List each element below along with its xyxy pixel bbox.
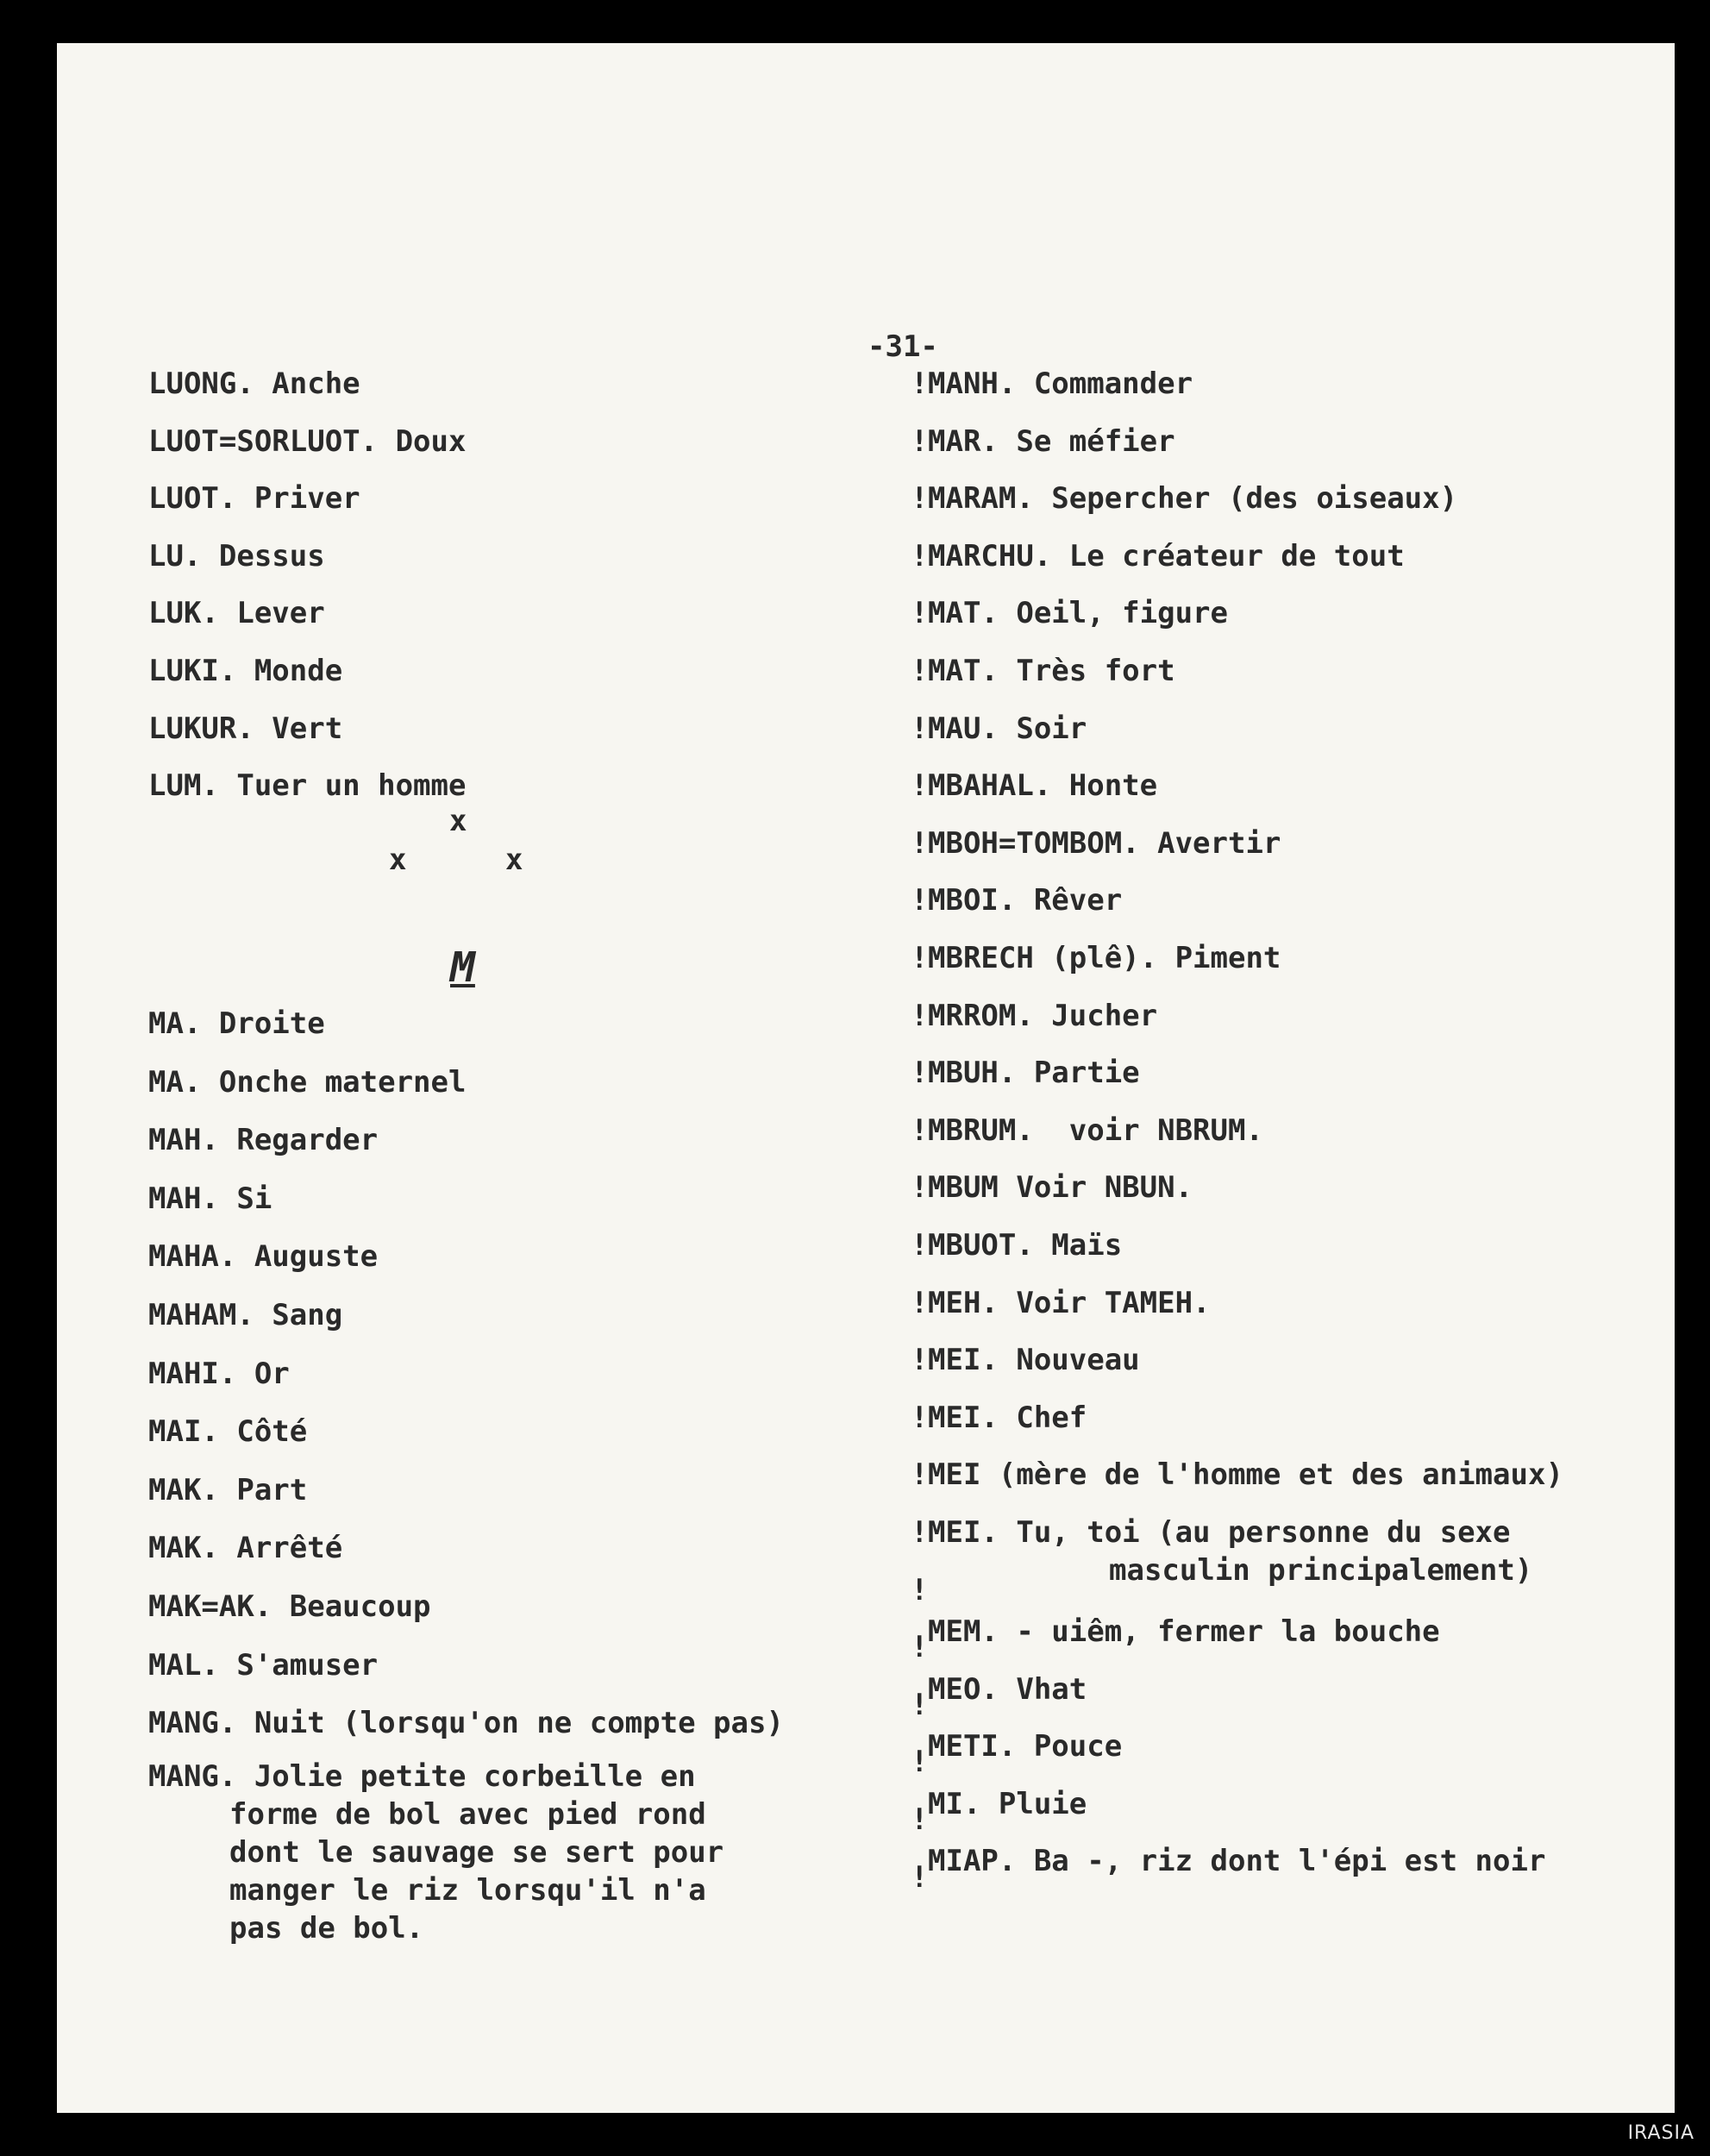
right-entry: MBUM Voir NBUN. — [928, 1170, 1193, 1206]
column-separator: ! — [911, 1859, 929, 1895]
right-entry-line: masculin principalement) — [1109, 1553, 1533, 1588]
cross-mark: x — [505, 843, 523, 877]
right-entry: MARAM. Sepercher (des oiseaux) — [928, 481, 1458, 517]
column-separator: ! — [911, 1343, 929, 1378]
right-entry: MAR. Se méfier — [928, 423, 1175, 459]
right-entry: MBUOT. Maïs — [928, 1228, 1123, 1263]
right-entry: MBRUM. voir NBRUM. — [928, 1112, 1263, 1148]
column-separator: ! — [911, 538, 929, 573]
left-entry-line: dont le sauvage se sert pour — [229, 1835, 724, 1870]
right-entry: MRROM. Jucher — [928, 998, 1158, 1033]
column-separator: ! — [911, 1802, 929, 1837]
document-page — [57, 43, 1675, 2113]
column-separator: ! — [911, 883, 929, 918]
column-separator: ! — [911, 1687, 929, 1722]
right-entry: MARCHU. Le créateur de tout — [928, 538, 1405, 573]
right-entry: MIAP. Ba -, riz dont l'épi est noir — [928, 1844, 1546, 1879]
column-separator: ! — [911, 941, 929, 975]
left-entry: MAHA. Auguste — [148, 1239, 379, 1275]
cross-mark: x — [389, 843, 407, 877]
left-entry: MA. Droite — [148, 1006, 325, 1041]
right-entry: MI. Pluie — [928, 1786, 1087, 1821]
left-entry: LUM. Tuer un homme — [148, 768, 467, 804]
left-entry: LUKI. Monde — [148, 654, 343, 688]
left-entry: LUK. Lever — [148, 596, 325, 631]
column-separator: ! — [911, 1285, 929, 1320]
left-entry-line: forme de bol avec pied rond — [229, 1797, 706, 1832]
right-entry: MBUH. Partie — [928, 1056, 1140, 1091]
column-separator: ! — [911, 1745, 929, 1780]
left-entry: LUOT. Priver — [148, 481, 360, 517]
column-separator: ! — [911, 1400, 929, 1435]
left-entry: MAI. Côté — [148, 1414, 308, 1450]
section-heading: M — [450, 943, 475, 992]
column-separator: ! — [911, 1630, 929, 1665]
column-separator: ! — [911, 1572, 929, 1608]
column-separator: ! — [911, 768, 929, 804]
right-entry: MBOI. Rêver — [928, 883, 1123, 918]
right-entry: MBRECH (plê). Piment — [928, 941, 1281, 975]
left-entry: LU. Dessus — [148, 538, 325, 573]
column-separator: ! — [911, 654, 929, 688]
column-separator: ! — [911, 596, 929, 631]
left-entry-line: MANG. Jolie petite corbeille en — [148, 1759, 696, 1794]
right-entry: MAU. Soir — [928, 711, 1087, 746]
left-entry: MAHI. Or — [148, 1356, 290, 1391]
column-separator: ! — [911, 998, 929, 1033]
right-entry: METI. Pouce — [928, 1729, 1123, 1764]
left-entry: MANG. Nuit (lorsqu'on ne compte pas) — [148, 1706, 784, 1741]
left-entry: MAK. Part — [148, 1472, 308, 1507]
left-entry: MAL. S'amuser — [148, 1647, 379, 1683]
column-separator: ! — [911, 1170, 929, 1206]
column-separator: ! — [911, 1056, 929, 1091]
page-number: -31- — [868, 329, 938, 364]
column-separator: ! — [911, 711, 929, 746]
right-entry: MEI. Nouveau — [928, 1343, 1140, 1378]
right-entry: MEH. Voir TAMEH. — [928, 1285, 1211, 1320]
left-entry-line: manger le riz lorsqu'il n'a — [229, 1873, 706, 1908]
right-entry: MEI (mère de l'homme et des animaux) — [928, 1457, 1563, 1493]
right-entry: MBOH=TOMBOM. Avertir — [928, 825, 1281, 861]
left-entry: MAH. Si — [148, 1181, 272, 1216]
right-entry: MAT. Oeil, figure — [928, 596, 1228, 631]
left-entry: MA. Onche maternel — [148, 1064, 467, 1100]
right-entry-line: MEI. Tu, toi (au personne du sexe — [928, 1515, 1511, 1550]
left-entry: MAH. Regarder — [148, 1123, 379, 1158]
column-separator: ! — [911, 367, 929, 401]
left-entry: LUOT=SORLUOT. Doux — [148, 423, 467, 459]
left-entry: MAK=AK. Beaucoup — [148, 1589, 431, 1624]
right-entry: MEI. Chef — [928, 1400, 1087, 1435]
column-separator: ! — [911, 1228, 929, 1263]
right-entry: MAT. Très fort — [928, 654, 1175, 688]
left-entry: LUONG. Anche — [148, 367, 360, 401]
column-separator: ! — [911, 481, 929, 517]
cross-mark: x — [449, 804, 467, 838]
archive-credit: IRASIA — [1627, 2122, 1694, 2144]
right-entry: MANH. Commander — [928, 367, 1193, 401]
column-separator: ! — [911, 825, 929, 861]
left-entry: MAK. Arrêté — [148, 1531, 343, 1566]
column-separator: ! — [911, 1515, 929, 1550]
column-separator: ! — [911, 1457, 929, 1493]
column-separator: ! — [911, 1112, 929, 1148]
left-entry-line: pas de bol. — [229, 1911, 424, 1946]
right-entry: MEM. - uiêm, fermer la bouche — [928, 1614, 1440, 1649]
right-entry: MEO. Vhat — [928, 1671, 1087, 1707]
left-entry: MAHAM. Sang — [148, 1298, 343, 1332]
left-entry: LUKUR. Vert — [148, 711, 343, 746]
column-separator: ! — [911, 423, 929, 459]
right-entry: MBAHAL. Honte — [928, 768, 1158, 804]
